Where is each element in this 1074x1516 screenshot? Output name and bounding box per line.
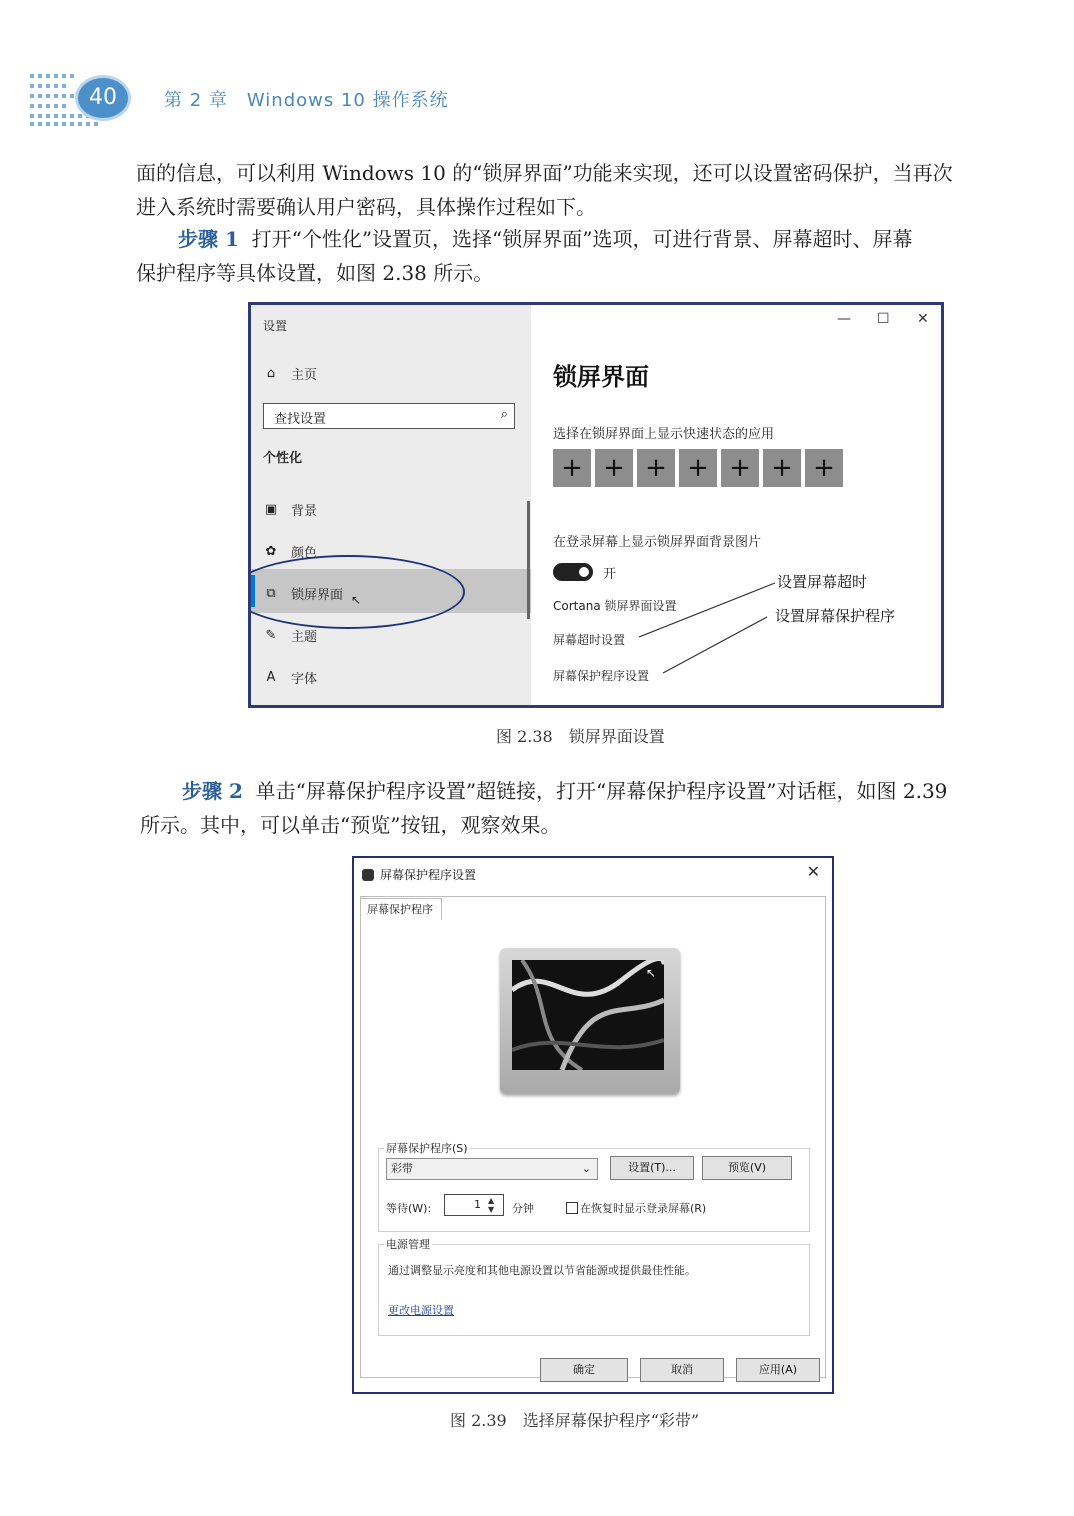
step1-line-2: 保护程序等具体设置，如图 2.38 所示。 <box>136 261 494 285</box>
spinner-arrows-icon[interactable]: ▲ ▼ <box>488 1196 495 1214</box>
add-app-button[interactable]: + <box>553 449 591 487</box>
figure2-caption: 图 2.39 选择屏幕保护程序“彩带” <box>450 1411 700 1430</box>
step1-text-1: 打开“个性化”设置页，选择“锁屏界面”选项，可进行背景、屏幕超时、屏幕 <box>251 227 913 251</box>
maximize-icon[interactable]: ☐ <box>877 311 890 327</box>
tab-screensaver[interactable]: 屏幕保护程序 <box>360 898 442 920</box>
chevron-down-icon: ⌄ <box>581 1162 591 1175</box>
theme-icon: ✎ <box>265 627 277 643</box>
cursor-icon: ↖ <box>646 966 657 980</box>
nav-item-label: 主题 <box>291 629 318 645</box>
step2-label: 步骤 2 <box>182 779 243 803</box>
close-icon[interactable]: ✕ <box>806 862 820 881</box>
cursor-icon: ↖ <box>351 593 362 607</box>
wait-minutes-input[interactable]: 1 <box>444 1194 504 1216</box>
quick-status-label: 选择在锁屏界面上显示快速状态的应用 <box>553 427 775 442</box>
minimize-icon[interactable]: — <box>837 311 851 327</box>
selected-screensaver: 彩带 <box>391 1162 413 1175</box>
ribbons-preview <box>512 960 664 1070</box>
step2-line-1 <box>182 774 947 808</box>
callout-screensaver: 设置屏幕保护程序 <box>775 607 896 625</box>
add-app-button[interactable]: + <box>595 449 633 487</box>
callout-timeout: 设置屏幕超时 <box>777 573 868 591</box>
dialog-title: 屏幕保护程序设置 <box>380 868 477 882</box>
nav-item-background[interactable] <box>263 497 317 521</box>
add-app-button[interactable]: + <box>679 449 717 487</box>
power-group <box>378 1244 810 1336</box>
figure1-caption: 图 2.38 锁屏界面设置 <box>496 727 665 746</box>
figure-screensaver-dialog <box>352 856 834 1394</box>
timeout-settings-link[interactable]: 屏幕超时设置 <box>553 633 626 647</box>
add-app-button[interactable]: + <box>763 449 801 487</box>
settings-content-pane <box>531 305 941 705</box>
wait-unit-label: 分钟 <box>512 1202 534 1215</box>
preview-monitor <box>500 948 680 1094</box>
search-icon[interactable]: ⌕ <box>500 407 508 422</box>
nav-item-label: 颜色 <box>291 545 318 561</box>
settings-window-title: 设置 <box>263 319 288 333</box>
screensaver-app-icon <box>362 869 374 881</box>
screensaver-group-label: 屏幕保护程序(S) <box>386 1142 468 1155</box>
step2-text-1: 单击“屏幕保护程序设置”超链接，打开“屏幕保护程序设置”对话框，如图 2.39 <box>255 779 948 803</box>
page-title: 锁屏界面 <box>553 363 649 391</box>
add-app-button[interactable]: + <box>637 449 675 487</box>
preview-button[interactable]: 预览(V) <box>702 1156 792 1180</box>
close-icon[interactable]: ✕ <box>917 311 929 327</box>
image-icon: ▣ <box>264 501 278 517</box>
screensaver-select[interactable] <box>386 1158 598 1180</box>
nav-scrollbar[interactable] <box>527 501 530 619</box>
preview-screen <box>512 960 664 1070</box>
add-app-button[interactable]: + <box>805 449 843 487</box>
cortana-settings-link[interactable]: Cortana 锁屏界面设置 <box>553 599 677 613</box>
settings-nav-pane <box>251 305 531 705</box>
add-app-button[interactable]: + <box>721 449 759 487</box>
resume-login-checkbox[interactable] <box>566 1202 578 1214</box>
lock-screen-icon: ⧉ <box>266 585 276 601</box>
callout-lines <box>531 305 941 705</box>
dialog-titlebar <box>362 866 476 883</box>
palette-icon: ✿ <box>265 543 277 559</box>
search-placeholder: 查找设置 <box>274 412 327 427</box>
step1-line-1 <box>178 222 913 256</box>
change-power-settings-link[interactable]: 更改电源设置 <box>388 1304 454 1317</box>
step2-line-2: 所示。其中，可以单击“预览”按钮，观察效果。 <box>140 813 561 837</box>
highlight-ellipse <box>248 555 465 629</box>
power-group-label: 电源管理 <box>386 1238 430 1251</box>
figure-lock-screen-settings <box>248 302 944 708</box>
nav-item-fonts[interactable] <box>263 665 317 689</box>
wait-label: 等待(W): <box>386 1202 432 1215</box>
font-icon: A <box>266 669 276 685</box>
home-icon: ⌂ <box>266 365 276 381</box>
nav-item-label: 背景 <box>291 503 318 519</box>
page-number: 40 <box>78 78 128 118</box>
nav-item-label: 字体 <box>291 671 318 687</box>
screensaver-settings-link[interactable]: 屏幕保护程序设置 <box>553 669 650 683</box>
toggle-state-label: 开 <box>603 567 617 582</box>
ok-button[interactable]: 确定 <box>540 1358 628 1382</box>
settings-button[interactable]: 设置(T)... <box>610 1156 694 1180</box>
resume-login-label: 在恢复时显示登录屏幕(R) <box>580 1202 707 1215</box>
intro-line-1: 面的信息，可以利用 Windows 10 的“锁屏界面”功能来实现，还可以设置密码保护，当再次 <box>136 161 953 185</box>
chapter-title: 第 2 章 Windows 10 操作系统 <box>164 90 449 111</box>
nav-section-title: 个性化 <box>263 451 303 466</box>
apply-button[interactable]: 应用(A) <box>736 1358 820 1382</box>
power-description: 通过调整显示亮度和其他电源设置以节省能源或提供最佳性能。 <box>388 1264 696 1277</box>
nav-home[interactable] <box>263 361 317 385</box>
step1-label: 步骤 1 <box>178 227 239 251</box>
intro-line-2: 进入系统时需要确认用户密码，具体操作过程如下。 <box>136 195 596 219</box>
cancel-button[interactable]: 取消 <box>640 1358 724 1382</box>
nav-item-label: 锁屏界面 <box>291 587 344 603</box>
settings-search-input[interactable] <box>263 403 515 429</box>
show-background-label: 在登录屏幕上显示锁屏界面背景图片 <box>553 535 762 550</box>
nav-home-label: 主页 <box>291 367 318 383</box>
